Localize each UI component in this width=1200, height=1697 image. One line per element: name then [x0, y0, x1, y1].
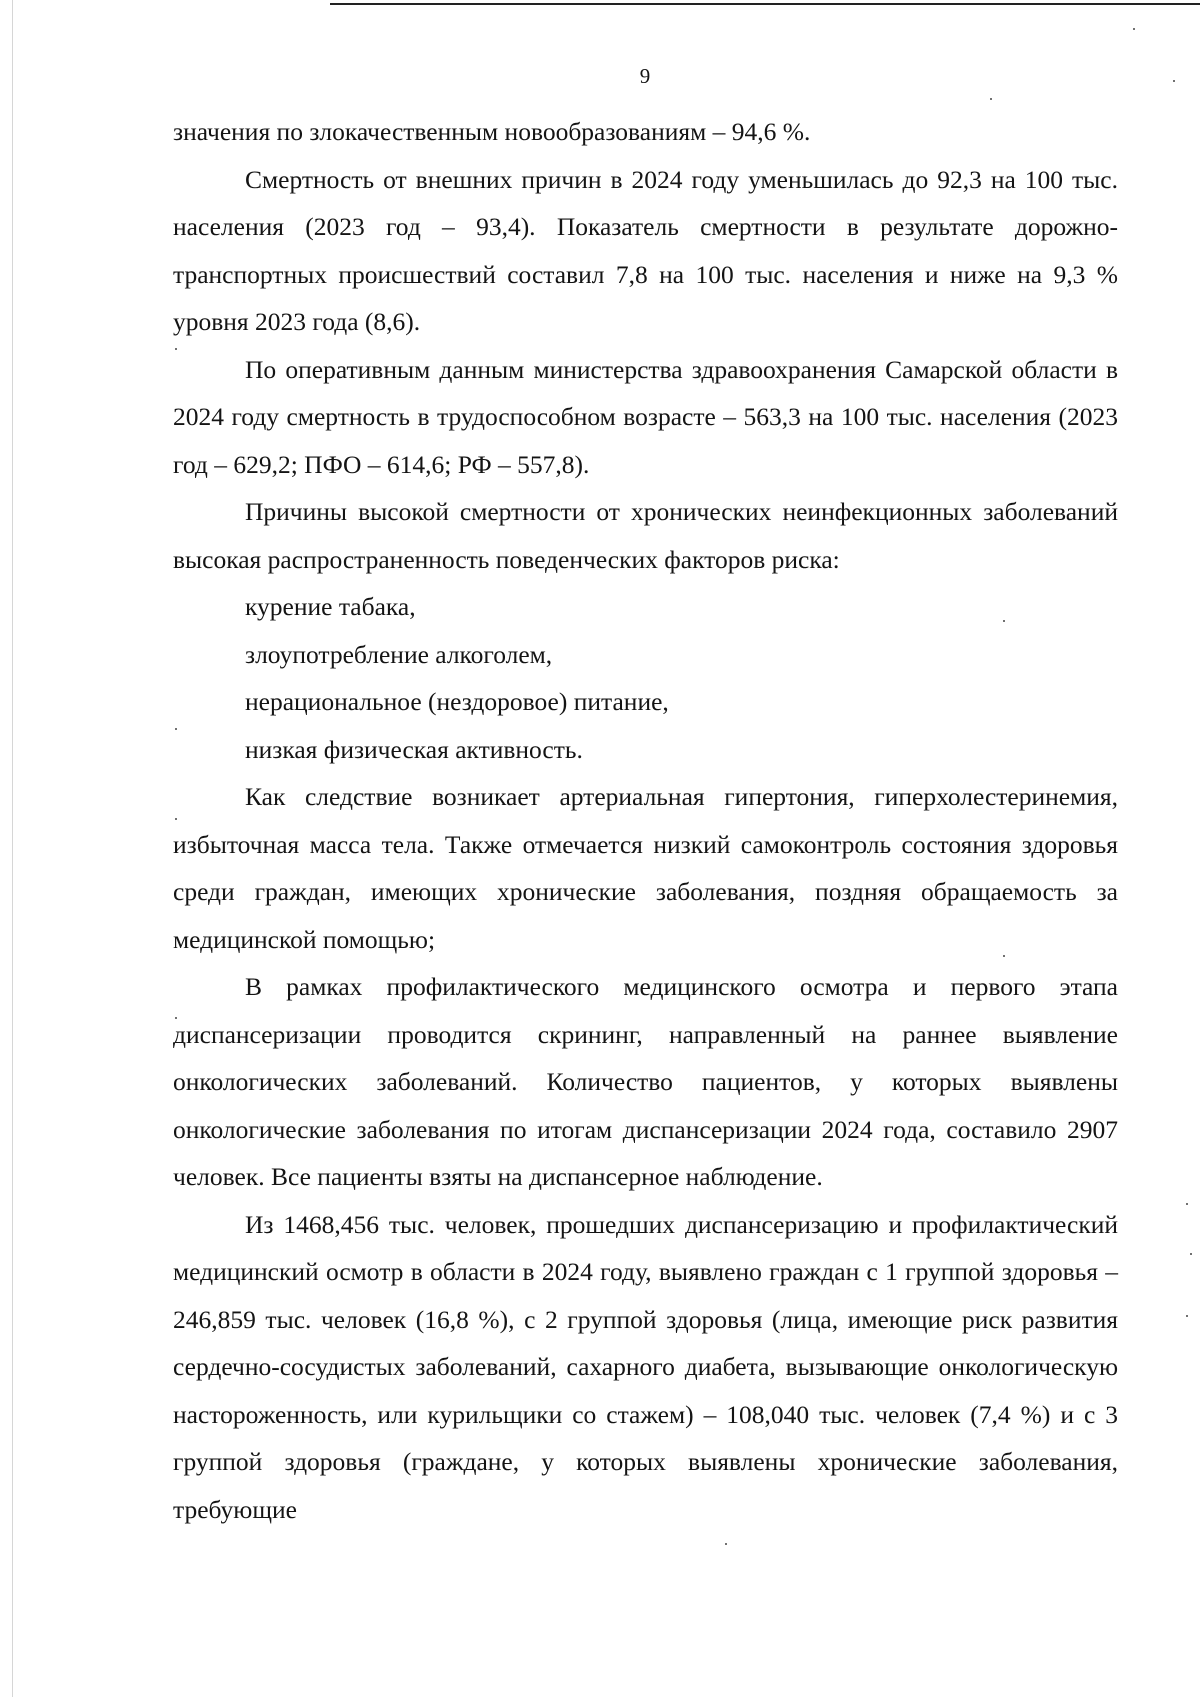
- document-body: [173, 108, 1118, 1533]
- list-item-alcohol: злоупотребление алкоголем,: [245, 639, 553, 669]
- scan-speck: [1003, 620, 1005, 622]
- paragraph-oncology-screening: В рамках профилактического медицинского осмотра и первого этапа диспансеризации проводится скрининг, направленный на раннее выявление онкологических заболеваний. Количество пациентов, у которых выявлены онкологические заболевания по итогам диспансеризации 2024 года, составило 2907 человек. Все пациенты взяты на диспансерное наблюдение.: [173, 972, 1118, 1191]
- scan-left-edge: [12, 0, 13, 1697]
- scan-speck: [175, 728, 177, 730]
- scan-speck: [175, 818, 177, 820]
- paragraph-consequences: Как следствие возникает артериальная гипертония, гиперхолестеринемия, избыточная масса тела. Также отмечается низкий самоконтроль состояния здоровья среди граждан, имеющих хронические заболевания, поздняя обращаемость за медицинской помощью;: [173, 782, 1118, 954]
- scan-speck: [1186, 1315, 1188, 1317]
- paragraph-working-age-mortality: По оперативным данным министерства здравоохранения Самарской области в 2024 году смертность в трудоспособном возрасте – 563,3 на 100 тыс. населения (2023 год – 629,2; ПФО – 614,6; РФ – 557,8).: [173, 354, 1118, 479]
- scan-speck: [1190, 1253, 1192, 1255]
- list-item-physical-activity: низкая физическая активность.: [245, 734, 583, 764]
- page-number: 9: [639, 64, 651, 88]
- scan-speck: [1133, 28, 1135, 30]
- scan-speck: [1186, 1203, 1188, 1205]
- scan-speck: [990, 98, 992, 100]
- paragraph-external-causes-mortality: Смертность от внешних причин в 2024 году уменьшилась до 92,3 на 100 тыс. населения (2023 год – 93,4). Показатель смертности в результате дорожно-транспортных происшествий составил 7,8 на 100 тыс. населения и ниже на 9,3 % уровня 2023 года (8,6).: [173, 164, 1118, 336]
- paragraph-continuation: значения по злокачественным новообразованиям – 94,6 %.: [173, 117, 811, 146]
- scan-top-rule: [330, 3, 1200, 5]
- scan-speck: [725, 1543, 727, 1545]
- scan-speck: [1003, 955, 1005, 957]
- scan-speck: [175, 1017, 177, 1019]
- paragraph-risk-factors-intro: Причины высокой смертности от хронических неинфекционных заболеваний высокая распространенность поведенческих факторов риска:: [173, 497, 1118, 574]
- list-item-nutrition: нерациональное (нездоровое) питание,: [245, 687, 669, 716]
- scan-speck: [1173, 80, 1175, 82]
- list-item-smoking: курение табака,: [245, 592, 416, 621]
- scan-speck: [175, 348, 177, 350]
- paragraph-health-groups: Из 1468,456 тыс. человек, прошедших диспансеризацию и профилактический медицинский осмотр в области в 2024 году, выявлено граждан с 1 группой здоровья – 246,859 тыс. человек (16,8 %), с 2 группой здоровья (лица, имеющие риск развития сердечно-сосудистых заболеваний, сахарного диабета, вызывающие онкологическую настороженность, или курильщики со стажем) – 108,040 тыс. человек (7,4 %) и с 3 группой здоровья (граждане, у которых выявлены хронические заболевания, требующие: [173, 1209, 1118, 1524]
